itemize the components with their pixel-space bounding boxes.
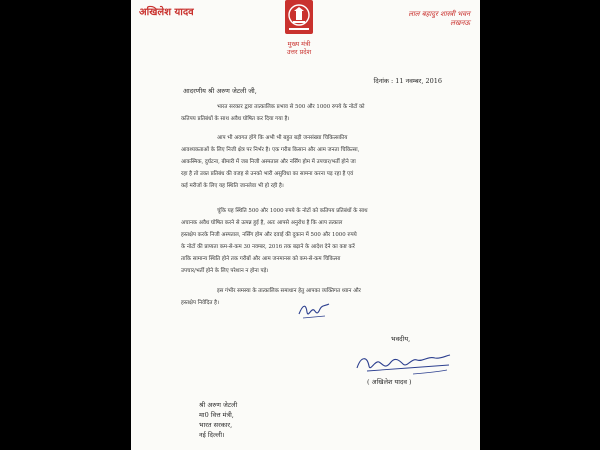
paragraph-2 bbox=[181, 132, 439, 192]
paragraph-3 bbox=[181, 205, 439, 277]
addressee-block bbox=[199, 400, 237, 440]
paragraph-line: उपचार/भर्ती होने के लिए परेशान न होना पड़े। bbox=[181, 268, 269, 274]
office-line-2: उत्तर प्रदेश bbox=[286, 48, 312, 57]
paragraph-line: आप भी अवगत होंगे कि अभी भी बहुत बड़ी जनसंख्या चिकित्सकीय bbox=[217, 135, 348, 141]
addressee-line: श्री अरुण जेटली bbox=[199, 401, 238, 409]
paragraph-line: भारत सरकार द्वारा तात्कालिक प्रभाव से 500 और 1000 रुपये के नोटों को bbox=[217, 104, 365, 110]
addressee-line: मा0 वित्त मंत्री, bbox=[199, 411, 234, 419]
salutation: आदरणीय श्री अरुण जेटली जी, bbox=[183, 87, 257, 95]
initial-signature bbox=[297, 300, 331, 322]
letter-date: दिनांक : 11 नवम्बर, 2016 bbox=[373, 77, 442, 85]
paragraph-line: कतिपय प्रतिबंधों के साथ अवैध घोषित कर दिया गया है। bbox=[181, 116, 290, 122]
address-line-1: लाल बहादुर शास्त्री भवन bbox=[408, 10, 470, 18]
paragraph-1 bbox=[181, 101, 439, 125]
office-designation bbox=[271, 40, 327, 57]
paragraph-line: हस्तक्षेप निवेदित है। bbox=[181, 300, 220, 306]
paragraph-line: ताकि सामान्य स्थिति होने तक गरीबों और आम जनमानस को कम-से-कम चिकित्सा bbox=[181, 256, 341, 262]
signature bbox=[353, 350, 453, 378]
addressee-line: भारत सरकार, bbox=[199, 421, 233, 429]
party-emblem-icon bbox=[285, 0, 313, 34]
paragraph-line: हस्तक्षेप करके निजी अस्पताल, नर्सिंग होम और दवाई की दुकान में 500 और 1000 रुपये bbox=[181, 232, 357, 238]
paragraph-line: के नोटों की प्राप्यता कम-से-कम 30 नवम्बर, 2016 तक बढ़ाने के आदेश देने का कष्ट करें bbox=[181, 244, 355, 250]
paragraph-line: इस गंभीर समस्या के तात्कालिक समाधान हेतु आपका व्यक्तिगत ध्यान और bbox=[217, 288, 361, 294]
office-line-1: मुख्य मंत्री bbox=[287, 40, 311, 48]
addressee-line: नई दिल्ली। bbox=[199, 431, 225, 439]
signatory-name: ( अखिलेश यादव ) bbox=[367, 378, 412, 386]
sender-name: अखिलेश यादव bbox=[139, 7, 194, 18]
paragraph-line: रहा है तो उक्त प्रतिबंध की वजह से उनको भारी असुविधा का सामना करना पड़ रहा है एवं bbox=[181, 171, 354, 177]
letter-page bbox=[131, 0, 480, 450]
paragraph-line: अचानक अवैध घोषित करने से उत्पन्न हुई है, अतः आपसे अनुरोध है कि आप तत्काल bbox=[181, 220, 343, 226]
address-line-2: लखनऊ bbox=[450, 18, 470, 27]
closing: भवदीय, bbox=[391, 335, 411, 343]
paragraph-line: आकस्मिक, दुर्घटना, बीमारी में जब निजी अस्पताल और नर्सिंग होम में उपचार/भर्ती होने जा bbox=[181, 159, 356, 165]
sender-address bbox=[408, 10, 470, 28]
paragraph-line: चूंकि यह स्थिति 500 और 1000 रुपये के नोटों को कतिपय प्रतिबंधों के साथ bbox=[217, 208, 368, 214]
paragraph-line: आवश्यकताओं के लिए निजी क्षेत्र पर निर्भर है। एक गरीब किसान और आम जनता चिकित्सा, bbox=[181, 147, 360, 153]
paragraph-line: कई मरीजों के लिए यह स्थिति जानलेवा भी हो रही है। bbox=[181, 183, 284, 189]
